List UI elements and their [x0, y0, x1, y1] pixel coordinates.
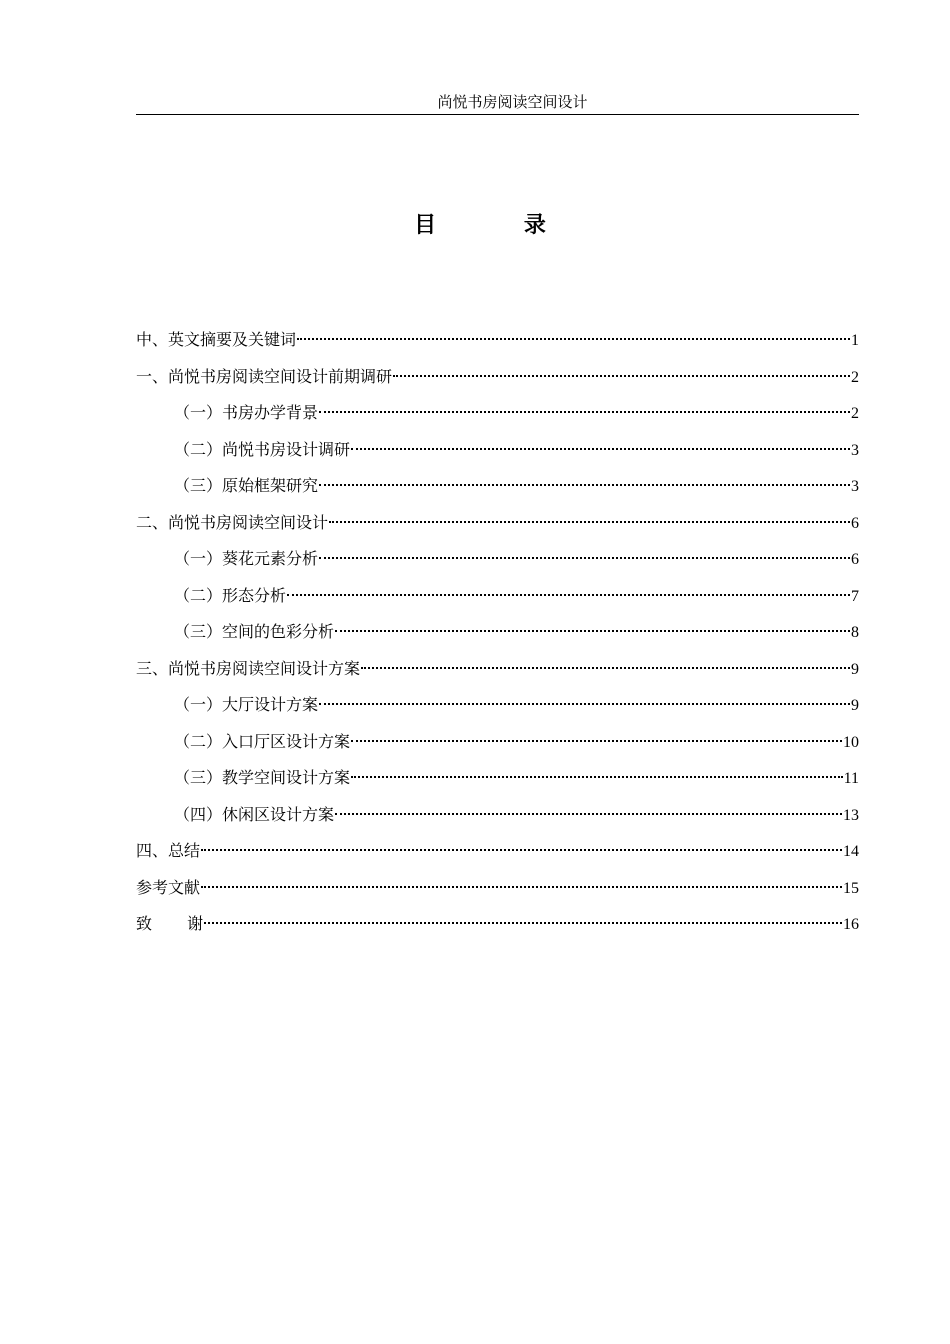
toc-entry[interactable]	[136, 363, 859, 400]
toc-entry[interactable]	[136, 837, 859, 874]
toc-leader-dots	[319, 484, 850, 486]
toc-leader-dots	[297, 338, 850, 340]
toc-entry-page: 3	[851, 441, 859, 459]
toc-entry-label: （三）空间的色彩分析	[174, 622, 335, 641]
toc-subentry[interactable]	[136, 545, 859, 582]
toc-entry-label: 四、总结	[136, 841, 201, 860]
toc-subentry[interactable]	[136, 801, 859, 838]
toc-entry-page: 16	[843, 916, 859, 933]
toc-subentry[interactable]	[136, 582, 859, 619]
toc-entry-label: （四）休闲区设计方案	[174, 804, 335, 824]
toc-entry-page: 15	[843, 879, 859, 897]
toc-entry-label: （一）大厅设计方案	[174, 695, 319, 714]
toc-entry[interactable]	[136, 655, 859, 692]
toc-subentry[interactable]	[136, 764, 859, 801]
toc-entry[interactable]	[136, 326, 859, 363]
header-title: 尚悦书房阅读空间设计	[437, 93, 588, 111]
toc-leader-dots	[393, 375, 850, 377]
toc-entry-label: 一、尚悦书房阅读空间设计前期调研	[136, 366, 393, 386]
toc-entry-label: 参考文献	[136, 877, 201, 897]
toc-entry-label: （二）入口厅区设计方案	[174, 731, 351, 751]
toc-leader-dots	[287, 594, 850, 596]
toc-entry-page: 6	[851, 514, 859, 532]
toc-entry-label: 中、英文摘要及关键词	[136, 330, 297, 349]
toc-entry-page: 13	[843, 806, 859, 824]
toc-entry-page: 14	[843, 843, 859, 860]
toc-leader-dots	[319, 411, 850, 413]
toc-leader-dots	[335, 630, 850, 632]
toc-leader-dots	[319, 557, 850, 559]
toc-entry[interactable]	[136, 509, 859, 546]
toc-leader-dots	[335, 813, 842, 815]
toc-leader-dots	[361, 667, 850, 669]
page-header	[136, 92, 859, 115]
toc-entry-page: 7	[851, 587, 859, 605]
toc-leader-dots	[351, 448, 850, 450]
toc-entry-label: 致 谢	[136, 914, 204, 933]
toc-entry-label: （二）尚悦书房设计调研	[174, 439, 351, 459]
toc-entry-label: 二、尚悦书房阅读空间设计	[136, 512, 329, 532]
toc-entry-page: 1	[851, 332, 859, 349]
toc-leader-dots	[201, 849, 842, 851]
toc-leader-dots	[351, 776, 843, 778]
toc-subentry[interactable]	[136, 399, 859, 436]
toc-entry[interactable]	[136, 910, 859, 947]
toc-entry-page: 2	[851, 368, 859, 386]
toc-entry-page: 11	[843, 770, 859, 787]
toc-entry-page: 9	[851, 697, 859, 714]
toc-leader-dots	[201, 886, 842, 888]
toc-subentry[interactable]	[136, 618, 859, 655]
toc-leader-dots	[351, 740, 842, 742]
toc-subentry[interactable]	[136, 728, 859, 765]
toc-entry-label: （三）教学空间设计方案	[174, 768, 351, 787]
toc-subentry[interactable]	[136, 472, 859, 509]
toc-entry[interactable]	[136, 874, 859, 911]
toc-entry-label: （一）书房办学背景	[174, 403, 319, 422]
toc-entry-label: （三）原始框架研究	[174, 476, 319, 495]
toc-subentry[interactable]	[136, 691, 859, 728]
toc-title: 目 录	[414, 212, 586, 238]
toc-entry-label: （一）葵花元素分析	[174, 549, 319, 568]
toc-leader-dots	[204, 922, 842, 924]
toc-subentry[interactable]	[136, 436, 859, 473]
toc-entry-page: 8	[851, 624, 859, 641]
toc-entry-page: 3	[851, 478, 859, 495]
table-of-contents	[136, 326, 859, 947]
toc-leader-dots	[319, 703, 850, 705]
toc-leader-dots	[329, 521, 850, 523]
toc-entry-page: 10	[843, 733, 859, 751]
toc-entry-label: （二）形态分析	[174, 585, 287, 605]
toc-entry-label: 三、尚悦书房阅读空间设计方案	[136, 658, 361, 678]
toc-entry-page: 9	[851, 660, 859, 678]
toc-entry-page: 2	[851, 405, 859, 422]
toc-entry-page: 6	[851, 551, 859, 568]
